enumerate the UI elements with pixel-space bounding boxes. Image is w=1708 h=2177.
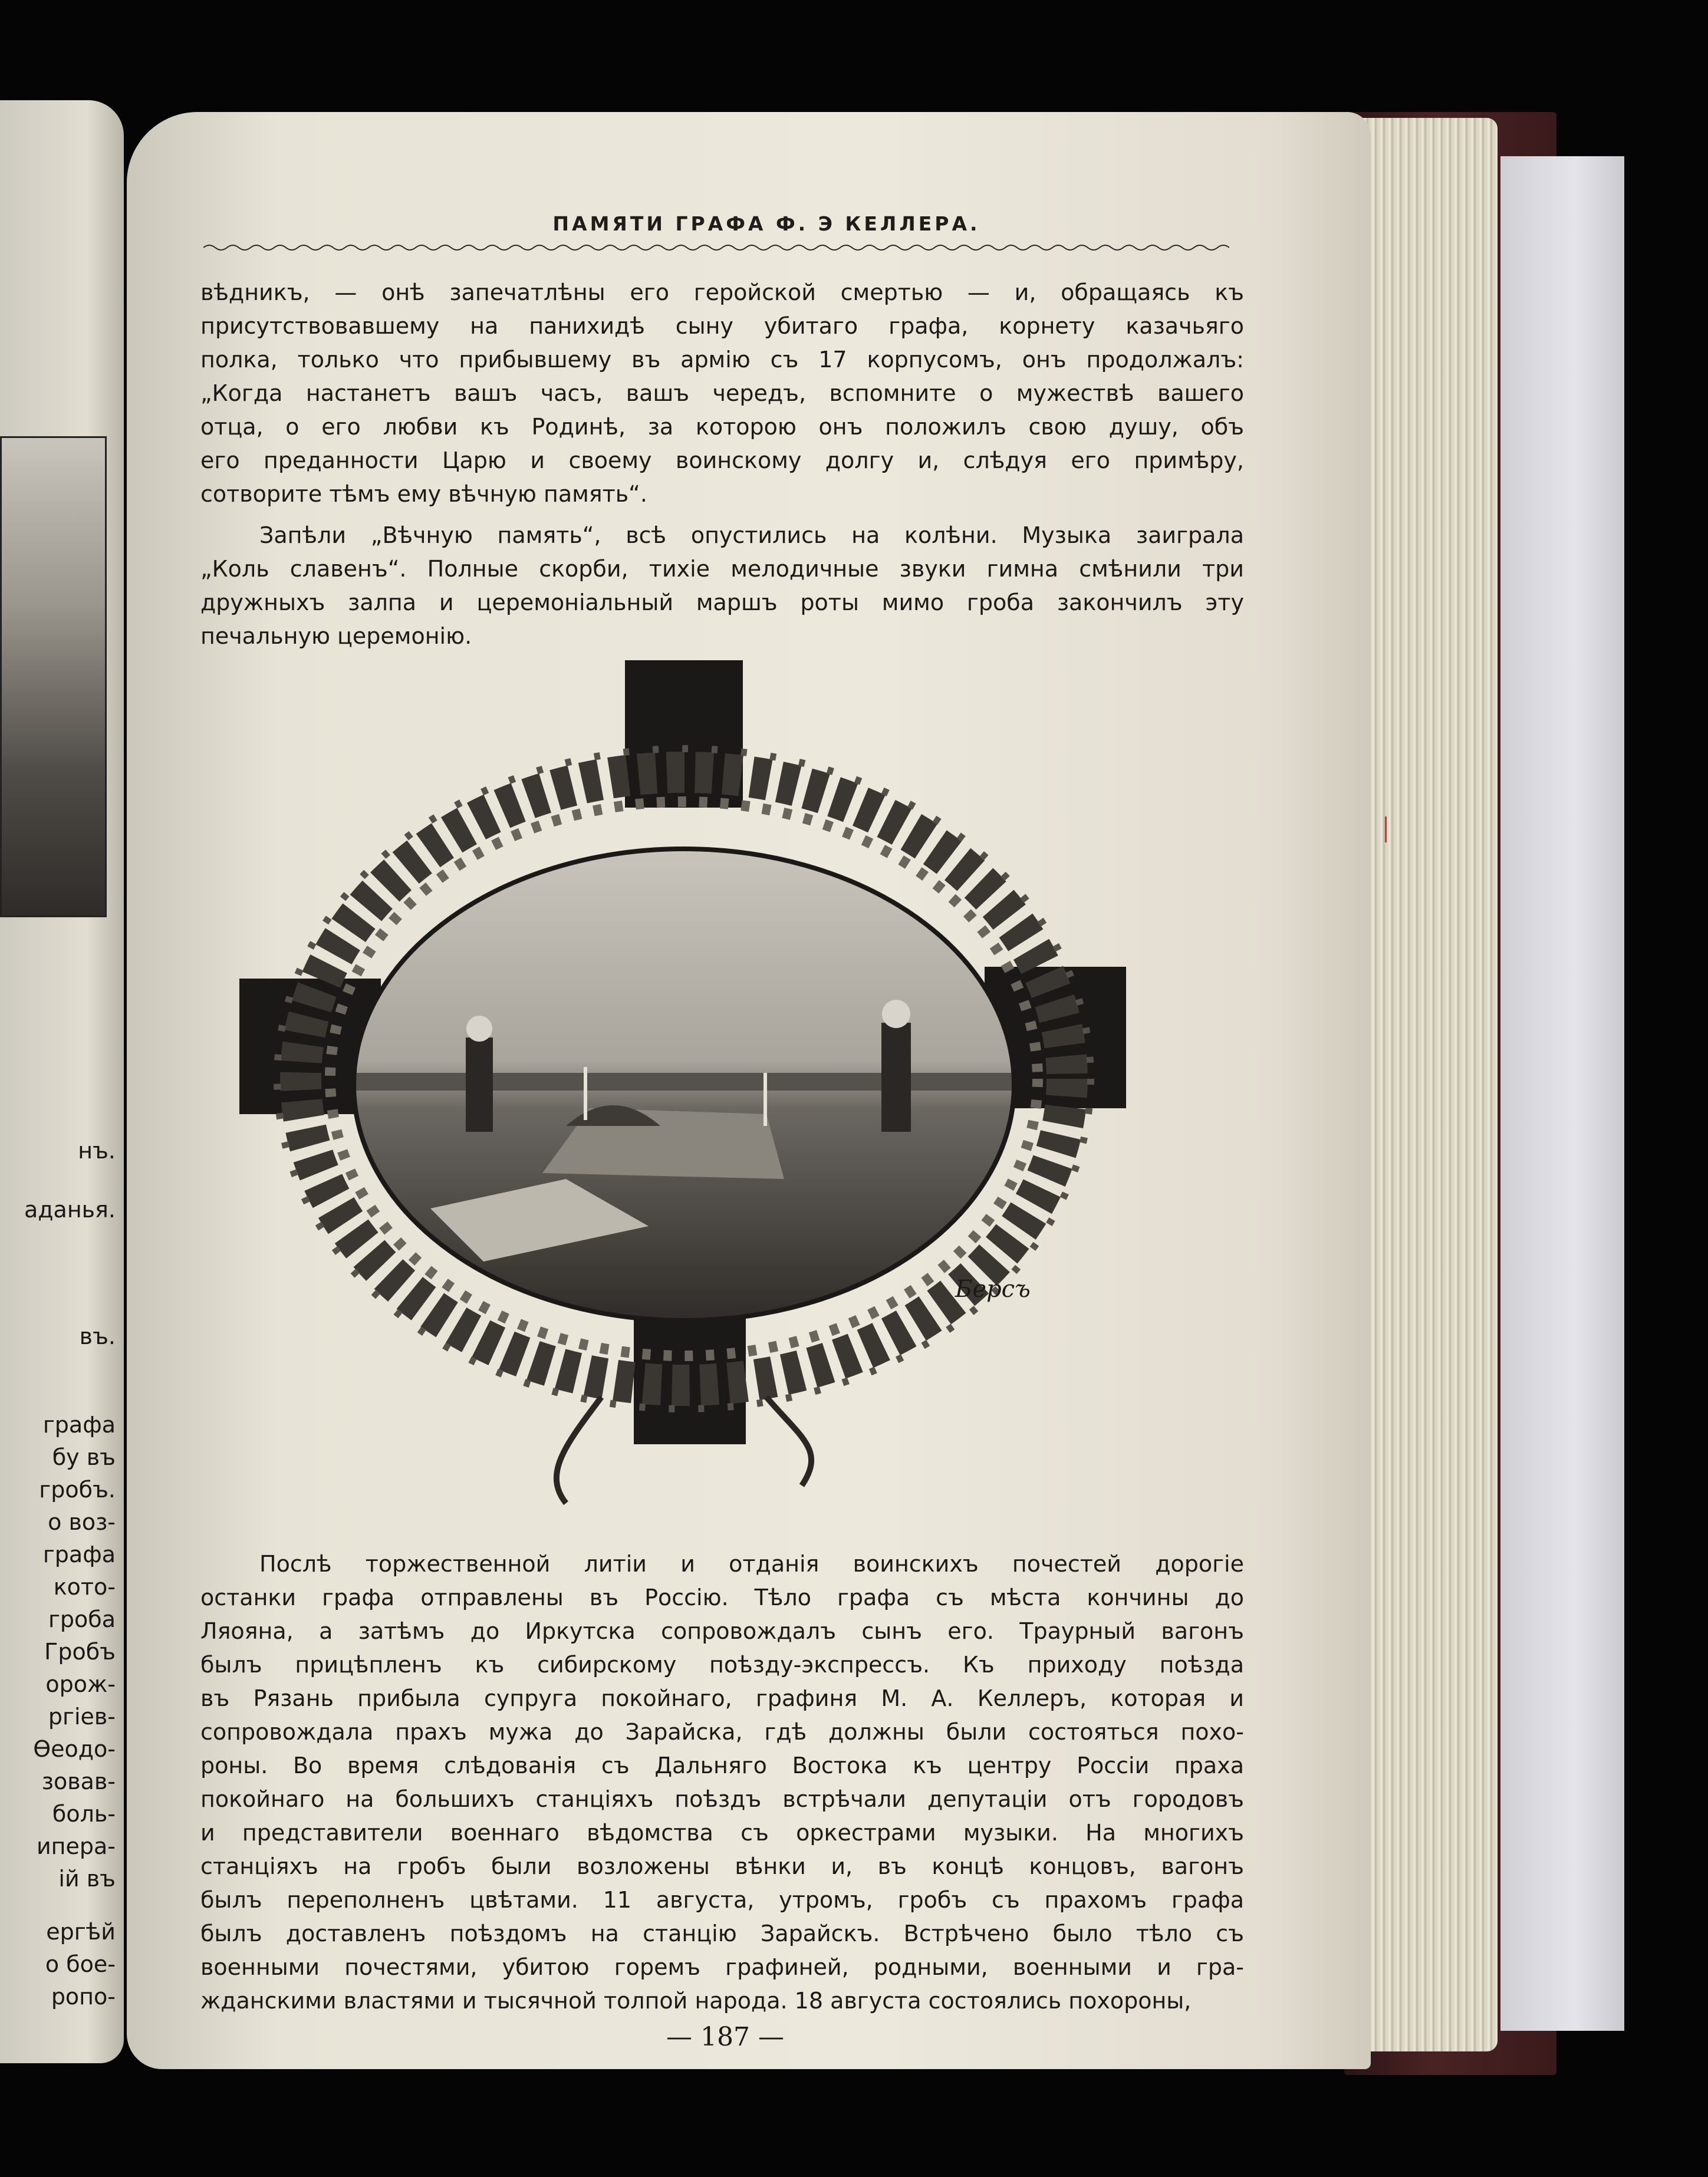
text-line: военными почестями, убитою горемъ графиней, родными, военными и гра- <box>200 1954 1244 1980</box>
running-head: ПАМЯТИ ГРАФА Ф. Э КЕЛЛЕРА. <box>552 212 980 235</box>
page-edges <box>1362 118 1498 2051</box>
text-line: Ляояна, а затѣмъ до Иркутска сопровождалъ сынъ его. Траурный вагонъ <box>200 1618 1244 1644</box>
text-line: покойнаго на большихъ станціяхъ поѣздъ встрѣчали депутаціи отъ городовъ <box>200 1786 1244 1812</box>
text-line: и представители военнаго вѣдомства съ оркестрами музыки. На многихъ <box>200 1820 1244 1846</box>
artist-signature: Берсъ <box>955 1276 1031 1303</box>
text-line: сопровождала прахъ мужа до Зарайска, гдѣ должны были состояться похо- <box>200 1719 1244 1745</box>
left-page-fragment: бу въ <box>52 1444 116 1470</box>
text-line: отца, о его любви къ Родинѣ, за которою онъ положилъ свою душу, объ <box>200 414 1244 440</box>
left-page-fragment: Ѳеодо- <box>33 1736 116 1762</box>
left-page-fragment: гробъ. <box>39 1477 116 1503</box>
left-page-fragment: кото- <box>53 1574 116 1600</box>
left-page-photo <box>0 436 107 917</box>
left-page-fragment: ргіев- <box>48 1704 116 1730</box>
text-line: его преданности Царю и своему воинскому долгу и, слѣдуя его примѣру, <box>200 447 1244 473</box>
left-page-fragment: орож- <box>45 1671 116 1697</box>
left-page-fragment: о воз- <box>48 1509 116 1535</box>
left-page-fragment: о бое- <box>45 1951 116 1977</box>
left-page-fragment: ій въ <box>58 1866 116 1892</box>
left-page-fragment: Гробъ <box>44 1639 116 1665</box>
text-line: останки графа отправлены въ Россію. Тѣло графа съ мѣста кончины до <box>200 1585 1244 1610</box>
page-number: — 187 — <box>666 2022 784 2052</box>
text-line: жданскими властями и тысячной толпой народа. 18 августа состоялись похороны, <box>200 1988 1192 2014</box>
text-line: Запѣли „Вѣчную память“, всѣ опустились на колѣни. Музыка заиграла <box>259 522 1244 548</box>
left-page-fragment: нъ. <box>78 1138 116 1164</box>
left-page-fragment: гроба <box>48 1606 116 1632</box>
soldier-left <box>466 1038 493 1132</box>
left-page-fragment: ергѣй <box>46 1919 116 1945</box>
memorial-illustration <box>236 660 1132 1509</box>
text-line: былъ доставленъ поѣздомъ на станцію Зарайскъ. Встрѣчено было тѣло съ <box>200 1921 1244 1947</box>
soldier-right <box>881 1023 911 1132</box>
text-line: въ Рязань прибыла супруга покойнаго, графиня М. А. Келлеръ, которая и <box>200 1685 1244 1711</box>
text-line: роны. Во время слѣдованія съ Дальняго Востока къ центру Россіи праха <box>200 1753 1244 1779</box>
text-line: „Когда настанетъ вашъ часъ, вашъ чередъ, вспомните о мужествѣ вашего <box>200 380 1244 406</box>
text-line: сотворите тѣмъ ему вѣчную память“. <box>200 481 647 507</box>
left-facing-page <box>0 100 124 2063</box>
running-head-rule <box>203 241 1229 252</box>
left-page-fragment: аданья. <box>24 1197 116 1223</box>
text-line: присутствовавшему на панихидѣ сыну убитаго графа, корнету казачьяго <box>200 313 1244 339</box>
text-line: полка, только что прибывшему въ армію съ 17 корпусомъ, онъ продолжалъ: <box>200 347 1244 373</box>
left-page-fragment: графа <box>42 1412 116 1438</box>
left-page-fragment: ропо- <box>51 1984 116 2010</box>
left-page-fragment: ипера- <box>36 1833 116 1859</box>
text-line: „Коль славенъ“. Полные скорби, тихіе мелодичные звуки гимна смѣнили три <box>200 556 1244 582</box>
paragraph-2 <box>200 519 1244 653</box>
left-page-fragment: боль- <box>52 1801 116 1827</box>
text-line: вѣдникъ, — онѣ запечатлѣны его геройской смертью — и, обращаясь къ <box>200 279 1244 305</box>
paragraph-3 <box>200 1547 1244 2018</box>
text-line: былъ переполненъ цвѣтами. 11 августа, утромъ, гробъ съ прахомъ графа <box>200 1887 1244 1913</box>
text-line: дружныхъ залпа и церемоніальный маршъ роты мимо гроба закончилъ эту <box>200 589 1244 615</box>
edge-mark <box>1385 816 1387 842</box>
grave-photograph <box>354 849 1014 1320</box>
text-line: былъ прицѣпленъ къ сибирскому поѣзду-экспрессъ. Къ приходу поѣзда <box>200 1652 1244 1678</box>
text-line: станціяхъ на гробъ были возложены вѣнки и, въ концѣ концовъ, вагонъ <box>200 1853 1244 1879</box>
left-page-fragment: зовав- <box>41 1768 116 1794</box>
back-board <box>1500 156 1624 2031</box>
left-page-fragment: въ. <box>79 1323 116 1349</box>
text-line: печальную церемонію. <box>200 623 472 649</box>
text-line: Послѣ торжественной литіи и отданія воинскихъ почестей дорогіе <box>259 1551 1244 1577</box>
left-page-fragment: графа <box>42 1542 116 1567</box>
paragraph-1 <box>200 276 1244 511</box>
